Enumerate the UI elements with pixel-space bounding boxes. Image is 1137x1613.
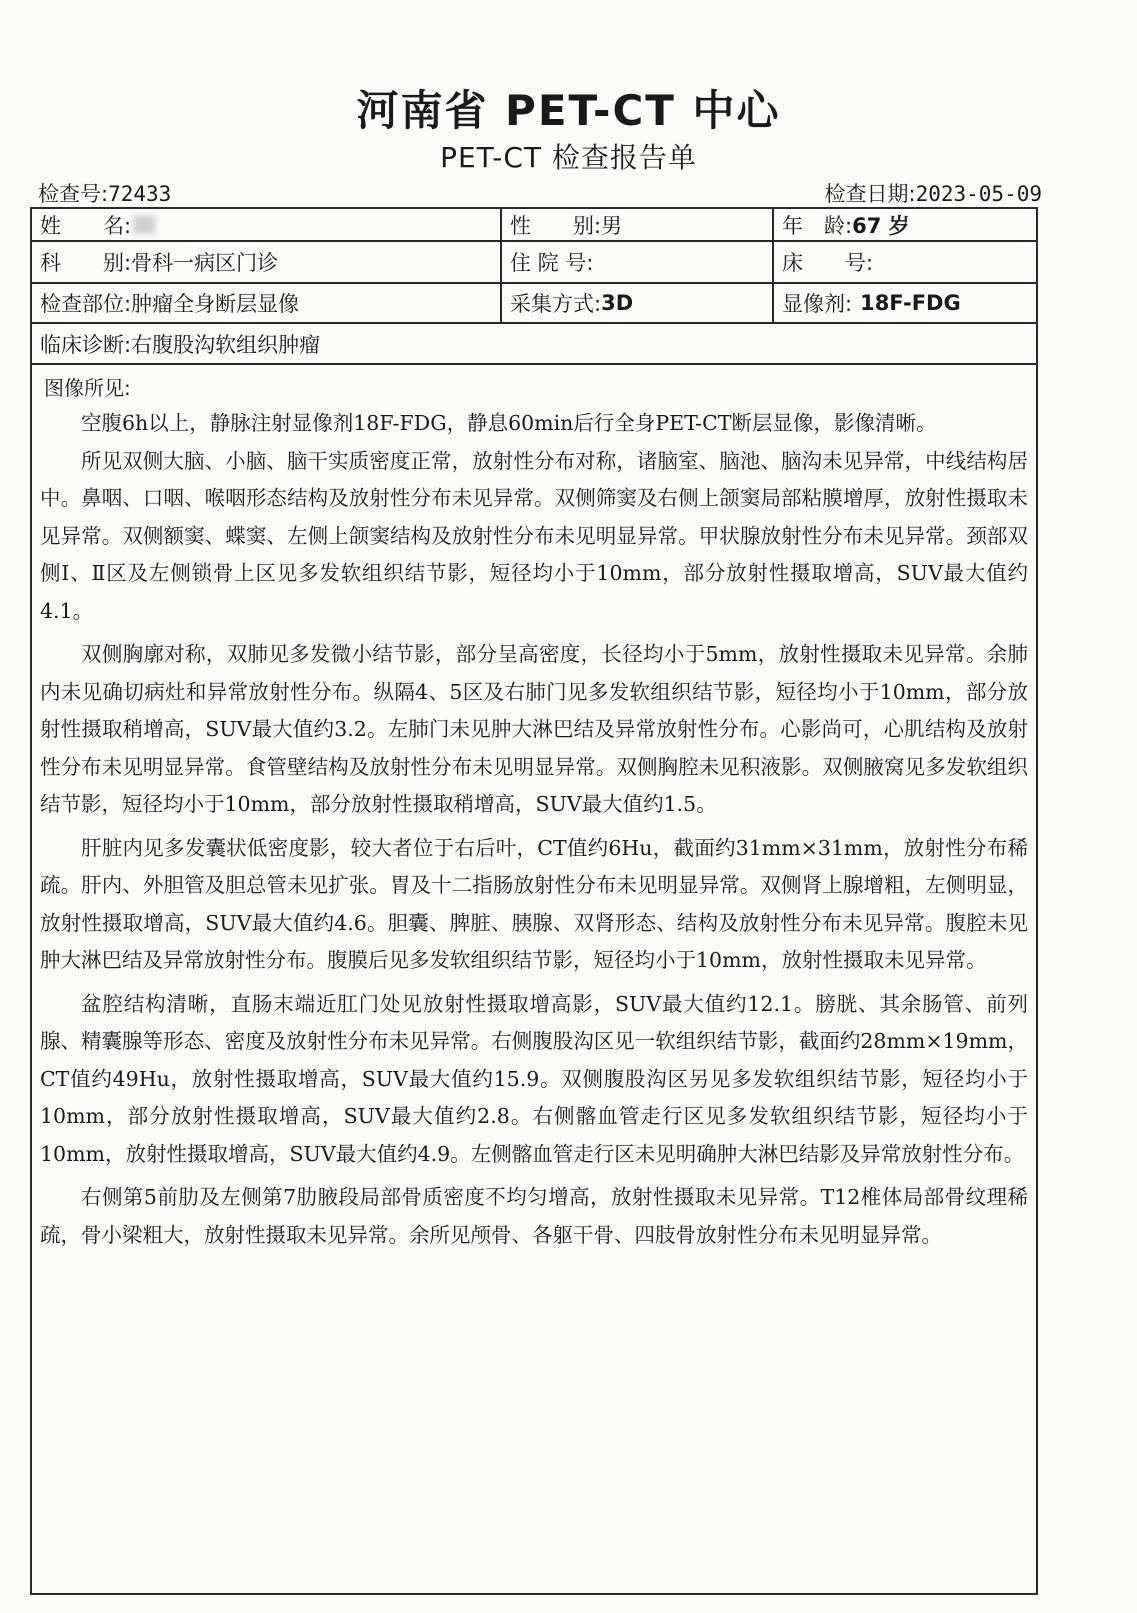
dept-value: 骨科一病区门诊: [131, 251, 279, 275]
name-label: 姓 名:: [40, 213, 132, 238]
diagnosis-cell: [32, 324, 1036, 363]
exam-site-label: 检查部位:: [40, 292, 132, 316]
findings-section: [30, 372, 1038, 1254]
name-cell: [32, 209, 500, 240]
exam-date-value: 2023-05-09: [915, 182, 1042, 206]
findings-paragraph: 右侧第5前肋及左侧第7肋腋段局部骨质密度不均匀增高，放射性摄取未见异常。T12椎体局部骨纹理稀疏，骨小梁粗大，放射性摄取未见异常。余所见颅骨、各躯干骨、四肢骨放射性分布未见明显异常。: [40, 1185, 1028, 1247]
age-value: 67 岁: [852, 213, 910, 238]
patient-row-2: [32, 242, 1036, 284]
bed-label: 床 号:: [782, 251, 874, 275]
findings-paragraph: 肝脏内见多发囊状低密度影，较大者位于右后叶，CT值约6Hu，截面约31mm×31mm，放射性分布稀疏。肝内、外胆管及胆总管未见扩张。胃及十二指肠放射性分布未见明显异常。双侧肾上腺增粗，左侧明显，放射性摄取增高，SUV最大值约4.6。胆囊、脾脏、胰腺、双肾形态、结构及放射性分布未见异常。腹腔未见肿大淋巴结及异常放射性分布。腹膜后见多发软组织结节影，短径均小于10mm，放射性摄取未见异常。: [40, 835, 1028, 972]
tracer-label: 显像剂:: [782, 292, 853, 316]
exam-date-label: 检查日期:: [824, 182, 916, 206]
age-label: 年 龄:: [782, 213, 853, 238]
exam-date: [824, 178, 1042, 208]
inpatient-label: 住 院 号:: [510, 251, 594, 275]
diagnosis-label: 临床诊断:: [40, 332, 132, 357]
findings-paragraph: 盆腔结构清晰，直肠末端近肛门处见放射性摄取增高影，SUV最大值约12.1。膀胱、其余肠管、前列腺、精囊腺等形态、密度及放射性分布未见异常。右侧腹股沟区见一软组织结节影，截面约28mm×19mm，CT值约49Hu，放射性摄取增高，SUV最大值约15.9。双侧腹股沟区另见多发软组织结节影，短径均小于10mm，部分放射性摄取增高，SUV最大值约2.8。右侧髂血管走行区见多发软组织结节影，短径均小于10mm，放射性摄取增高，SUV最大值约4.9。左侧髂血管走行区未见明确肿大淋巴结影及异常放射性分布。: [40, 991, 1028, 1166]
findings-paragraph: 所见双侧大脑、小脑、脑干实质密度正常，放射性分布对称，诸脑室、脑池、脑沟未见异常，中线结构居中。鼻咽、口咽、喉咽形态结构及放射性分布未见异常。双侧筛窦及右侧上颌窦局部粘膜增厚，放射性摄取未见异常。双侧额窦、蝶窦、左侧上颌窦结构及放射性分布未见明显异常。甲状腺放射性分布未见异常。颈部双侧Ⅰ、Ⅱ区及左侧锁骨上区见多发软组织结节影，短径均小于10mm，部分放射性摄取增高，SUV最大值约4.1。: [40, 448, 1028, 623]
acq-value: 3D: [601, 291, 634, 315]
diagnosis-row: [32, 324, 1036, 365]
exam-site-value: 肿瘤全身断层显像: [131, 292, 300, 316]
gender-label: 性 别:: [510, 213, 602, 238]
acq-label: 采集方式:: [510, 292, 602, 316]
inpatient-cell: [500, 242, 772, 282]
dept-label: 科 别:: [40, 251, 132, 275]
findings-heading: 图像所见:: [44, 376, 131, 400]
patient-row-1: [32, 209, 1036, 242]
findings-paragraph: 空腹6h以上，静脉注射显像剂18F-FDG，静息60min后行全身PET-CT断层显像，影像清晰。: [81, 411, 937, 435]
gender-value: 男: [601, 213, 623, 238]
findings-paragraph: 双侧胸廓对称，双肺见多发微小结节影，部分呈高密度，长径均小于5mm，放射性摄取未见异常。余肺内未见确切病灶和异常放射性分布。纵隔4、5区及右肺门见多发软组织结节影，短径均小于10mm，部分放射性摄取稍增高，SUV最大值约3.2。左肺门未见肿大淋巴结及异常放射性分布。心影尚可，心肌结构及放射性分布未见明显异常。食管壁结构及放射性分布未见明显异常。双侧胸腔未见积液影。双侧腋窝见多发软组织结节影，短径均小于10mm，部分放射性摄取稍增高，SUV最大值约1.5。: [40, 642, 1028, 816]
diagnosis-value: 右腹股沟软组织肿瘤: [131, 332, 321, 357]
name-redacted: [133, 216, 155, 234]
age-cell: [772, 209, 1036, 240]
acq-cell: [500, 284, 772, 322]
gender-cell: [500, 209, 772, 240]
tracer-cell: [772, 284, 1036, 322]
exam-site-cell: [32, 284, 500, 322]
report-title: 河南省 PET-CT 中心: [356, 86, 781, 135]
exam-number-value: 72433: [108, 182, 172, 206]
bed-cell: [772, 242, 1036, 282]
exam-number: [38, 178, 171, 208]
dept-cell: [32, 242, 500, 282]
exam-number-label: 检查号:: [38, 182, 109, 206]
tracer-value: 18F-FDG: [860, 291, 961, 315]
report-subtitle: PET-CT 检查报告单: [440, 141, 697, 174]
patient-row-3: [32, 284, 1036, 324]
